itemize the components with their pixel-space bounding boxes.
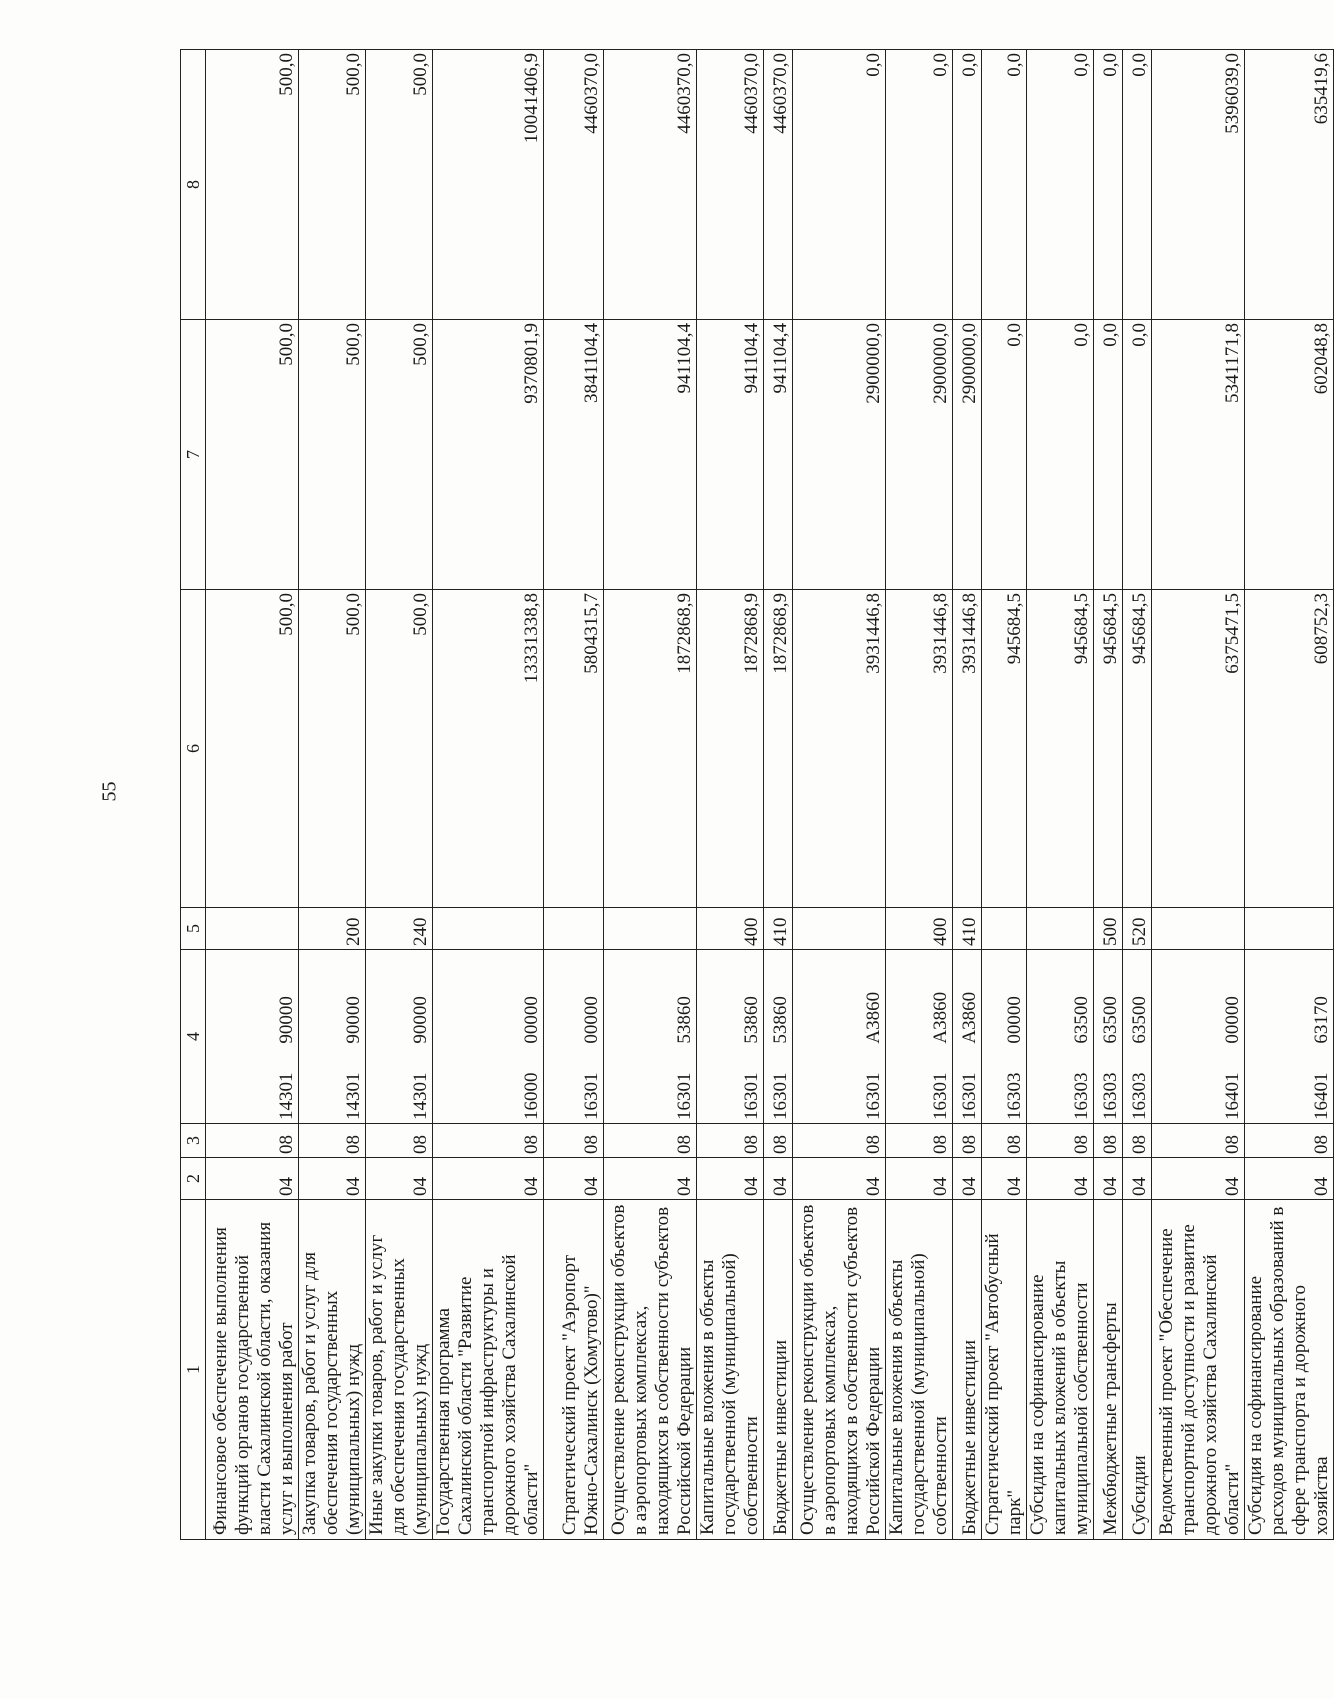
section-code-cell: 04: [764, 1158, 793, 1200]
header-cell-6: 6: [181, 590, 206, 908]
target-article-cell: [433, 950, 544, 1124]
amount-col8-cell: 4460370,0: [544, 50, 604, 320]
amount-col7-cell: 500,0: [299, 320, 366, 590]
target-article-cell: [764, 950, 793, 1124]
target-article-cell: [1027, 950, 1094, 1124]
amount-col6-cell: 1872868,9: [604, 590, 697, 908]
target-article-program: 16301: [674, 1072, 695, 1120]
header-cell-5: 5: [181, 908, 206, 950]
amount-col6-cell: 13331338,8: [433, 590, 544, 908]
amount-col6-cell: 3931446,8: [793, 590, 886, 908]
target-article-direction: 53860: [674, 996, 695, 1044]
amount-col6-cell: 608752,3: [1245, 590, 1334, 908]
target-article-program: 16301: [863, 1072, 884, 1120]
section-code-cell: 04: [1094, 1158, 1123, 1200]
amount-col8-cell: 0,0: [886, 50, 953, 320]
target-article-program: 16303: [1100, 1072, 1121, 1120]
target-article-direction: 90000: [410, 996, 431, 1044]
target-article-program: 16301: [959, 1072, 980, 1120]
table-row: [1245, 50, 1334, 1540]
target-article-cell: [1094, 950, 1123, 1124]
table-row: [886, 50, 953, 1540]
target-article-cell: [697, 950, 764, 1124]
expense-type-cell: [1245, 908, 1334, 950]
target-article-program: 16303: [1129, 1072, 1150, 1120]
amount-col7-cell: 0,0: [1123, 320, 1152, 590]
section-code-cell: 04: [697, 1158, 764, 1200]
target-article-direction: 90000: [276, 996, 297, 1044]
row-name-cell: Закупка товаров, работ и услуг для обеспечения государственных (муниципальных) нужд: [299, 1200, 366, 1540]
section-code-cell: 04: [793, 1158, 886, 1200]
table-row: [206, 50, 299, 1540]
target-article-direction: 63170: [1311, 996, 1332, 1044]
expense-type-cell: 520: [1123, 908, 1152, 950]
header-cell-7: 7: [181, 320, 206, 590]
amount-col8-cell: 0,0: [1123, 50, 1152, 320]
amount-col6-cell: 5804315,7: [544, 590, 604, 908]
expense-type-cell: [793, 908, 886, 950]
header-cell-3: 3: [181, 1124, 206, 1158]
subsection-code-cell: 08: [1027, 1124, 1094, 1158]
header-cell-1: 1: [181, 1200, 206, 1540]
target-article-direction: 00000: [521, 996, 542, 1044]
subsection-code-cell: 08: [982, 1124, 1027, 1158]
target-article-program: 16301: [930, 1072, 951, 1120]
target-article-direction: 00000: [1004, 996, 1025, 1044]
expense-type-cell: [1027, 908, 1094, 950]
row-name-cell: Осуществление реконструкции объектов в аэропортовых комплексах, находящихся в собственности субъектов Российской Федерации: [793, 1200, 886, 1540]
row-name-cell: Стратегический проект "Автобусный парк": [982, 1200, 1027, 1540]
amount-col7-cell: 5341171,8: [1152, 320, 1245, 590]
header-cell-8: 8: [181, 50, 206, 320]
table-row: [697, 50, 764, 1540]
target-article-cell: [544, 950, 604, 1124]
amount-col7-cell: 9370801,9: [433, 320, 544, 590]
target-article-program: 16303: [1071, 1072, 1092, 1120]
section-code-cell: 04: [1123, 1158, 1152, 1200]
section-code-cell: 04: [1152, 1158, 1245, 1200]
row-name-cell: Стратегический проект "Аэропорт Южно-Сахалинск (Хомутово)": [544, 1200, 604, 1540]
table-row: [793, 50, 886, 1540]
target-article-program: 14301: [410, 1072, 431, 1120]
amount-col7-cell: 500,0: [366, 320, 433, 590]
amount-col6-cell: 945684,5: [1123, 590, 1152, 908]
target-article-cell: [1123, 950, 1152, 1124]
amount-col6-cell: 3931446,8: [886, 590, 953, 908]
row-name-cell: Бюджетные инвестиции: [764, 1200, 793, 1540]
amount-col6-cell: 945684,5: [1094, 590, 1123, 908]
table-row: [1094, 50, 1123, 1540]
row-name-cell: Финансовое обеспечение выполнения функций органов государственной власти Сахалинской области, оказания услуг и выполнения работ: [206, 1200, 299, 1540]
target-article-cell: [793, 950, 886, 1124]
target-article-direction: А3860: [863, 991, 884, 1044]
target-article-direction: 00000: [581, 996, 602, 1044]
subsection-code-cell: 08: [206, 1124, 299, 1158]
target-article-cell: [206, 950, 299, 1124]
amount-col7-cell: 602048,8: [1245, 320, 1334, 590]
expense-type-cell: [433, 908, 544, 950]
target-article-direction: 63500: [1129, 996, 1150, 1044]
row-name-cell: Ведомственный проект "Обеспечение транспортной доступности и развитие дорожного хозяйства Сахалинской области": [1152, 1200, 1245, 1540]
amount-col6-cell: 500,0: [206, 590, 299, 908]
target-article-cell: [953, 950, 982, 1124]
target-article-program: 16301: [741, 1072, 762, 1120]
row-name-cell: Субсидия на софинансирование расходов муниципальных образований в сфере транспорта и дорожного хозяйства: [1245, 1200, 1334, 1540]
target-article-cell: [299, 950, 366, 1124]
subsection-code-cell: 08: [544, 1124, 604, 1158]
table-row: [299, 50, 366, 1540]
amount-col8-cell: 0,0: [1094, 50, 1123, 320]
target-article-direction: 63500: [1071, 996, 1092, 1044]
row-name-cell: Государственная программа Сахалинской области "Развитие транспортной инфраструктуры и дорожного хозяйства Сахалинской области": [433, 1200, 544, 1540]
row-name-cell: Капитальные вложения в объекты государственной (муниципальной) собственности: [697, 1200, 764, 1540]
amount-col6-cell: 500,0: [366, 590, 433, 908]
page-number: 55: [98, 781, 121, 802]
table-row: [1027, 50, 1094, 1540]
amount-col7-cell: 2900000,0: [793, 320, 886, 590]
table-row: [544, 50, 604, 1540]
expense-type-cell: 400: [886, 908, 953, 950]
amount-col6-cell: 1872868,9: [764, 590, 793, 908]
amount-col8-cell: 5396039,0: [1152, 50, 1245, 320]
amount-col6-cell: 945684,5: [982, 590, 1027, 908]
section-code-cell: 04: [886, 1158, 953, 1200]
subsection-code-cell: 08: [1152, 1124, 1245, 1158]
amount-col8-cell: 0,0: [793, 50, 886, 320]
section-code-cell: 04: [1027, 1158, 1094, 1200]
amount-col7-cell: 2900000,0: [886, 320, 953, 590]
amount-col7-cell: 0,0: [1027, 320, 1094, 590]
amount-col8-cell: 500,0: [299, 50, 366, 320]
amount-col7-cell: 941104,4: [764, 320, 793, 590]
expense-type-cell: 410: [953, 908, 982, 950]
target-article-cell: [886, 950, 953, 1124]
header-cell-4: 4: [181, 950, 206, 1124]
header-cell-2: 2: [181, 1158, 206, 1200]
amount-col6-cell: 6375471,5: [1152, 590, 1245, 908]
expense-type-cell: [1152, 908, 1245, 950]
subsection-code-cell: 08: [1245, 1124, 1334, 1158]
target-article-cell: [366, 950, 433, 1124]
section-code-cell: 04: [544, 1158, 604, 1200]
subsection-code-cell: 08: [953, 1124, 982, 1158]
amount-col7-cell: 3841104,4: [544, 320, 604, 590]
section-code-cell: 04: [366, 1158, 433, 1200]
amount-col7-cell: 0,0: [982, 320, 1027, 590]
amount-col8-cell: 4460370,0: [604, 50, 697, 320]
table-row: [1152, 50, 1245, 1540]
target-article-program: 14301: [343, 1072, 364, 1120]
subsection-code-cell: 08: [433, 1124, 544, 1158]
section-code-cell: 04: [982, 1158, 1027, 1200]
target-article-program: 16301: [581, 1072, 602, 1120]
amount-col8-cell: 500,0: [206, 50, 299, 320]
target-article-direction: 90000: [343, 996, 364, 1044]
table-row: [953, 50, 982, 1540]
target-article-program: 16301: [770, 1072, 791, 1120]
header-row: [181, 50, 206, 1540]
target-article-direction: 53860: [770, 996, 791, 1044]
subsection-code-cell: 08: [697, 1124, 764, 1158]
section-code-cell: 04: [433, 1158, 544, 1200]
row-name-cell: Субсидии: [1123, 1200, 1152, 1540]
expense-type-cell: 410: [764, 908, 793, 950]
expense-type-cell: [982, 908, 1027, 950]
row-name-cell: Субсидии на софинансирование капитальных вложений в объекты муниципальной собственности: [1027, 1200, 1094, 1540]
amount-col8-cell: 0,0: [953, 50, 982, 320]
target-article-program: 16303: [1004, 1072, 1025, 1120]
table-row: [604, 50, 697, 1540]
amount-col8-cell: 0,0: [982, 50, 1027, 320]
target-article-program: 16401: [1311, 1072, 1332, 1120]
subsection-code-cell: 08: [604, 1124, 697, 1158]
section-code-cell: 04: [604, 1158, 697, 1200]
amount-col8-cell: 635419,6: [1245, 50, 1334, 320]
target-article-program: 16401: [1222, 1072, 1243, 1120]
amount-col8-cell: 10041406,9: [433, 50, 544, 320]
target-article-cell: [1245, 950, 1334, 1124]
subsection-code-cell: 08: [764, 1124, 793, 1158]
budget-table: [180, 49, 1334, 1540]
target-article-direction: 63500: [1100, 996, 1121, 1044]
target-article-direction: 53860: [741, 996, 762, 1044]
table-row: [982, 50, 1027, 1540]
target-article-program: 16000: [521, 1072, 542, 1120]
amount-col6-cell: 500,0: [299, 590, 366, 908]
expense-type-cell: 500: [1094, 908, 1123, 950]
amount-col6-cell: 3931446,8: [953, 590, 982, 908]
target-article-direction: А3860: [930, 991, 951, 1044]
target-article-direction: 00000: [1222, 996, 1243, 1044]
amount-col7-cell: 941104,4: [604, 320, 697, 590]
expense-type-cell: [206, 908, 299, 950]
table-row: [764, 50, 793, 1540]
row-name-cell: Межбюджетные трансферты: [1094, 1200, 1123, 1540]
table-row: [366, 50, 433, 1540]
amount-col8-cell: 0,0: [1027, 50, 1094, 320]
amount-col7-cell: 941104,4: [697, 320, 764, 590]
expense-type-cell: 400: [697, 908, 764, 950]
expense-type-cell: 200: [299, 908, 366, 950]
section-code-cell: 04: [1245, 1158, 1334, 1200]
table-row: [433, 50, 544, 1540]
target-article-cell: [1152, 950, 1245, 1124]
amount-col7-cell: 500,0: [206, 320, 299, 590]
subsection-code-cell: 08: [1094, 1124, 1123, 1158]
subsection-code-cell: 08: [886, 1124, 953, 1158]
row-name-cell: Иные закупки товаров, работ и услуг для обеспечения государственных (муниципальных) нужд: [366, 1200, 433, 1540]
amount-col7-cell: 2900000,0: [953, 320, 982, 590]
expense-type-cell: 240: [366, 908, 433, 950]
amount-col8-cell: 4460370,0: [764, 50, 793, 320]
table-body: [181, 50, 1334, 1540]
expense-type-cell: [604, 908, 697, 950]
amount-col7-cell: 0,0: [1094, 320, 1123, 590]
row-name-cell: Осуществление реконструкции объектов в аэропортовых комплексах, находящихся в собственности субъектов Российской Федерации: [604, 1200, 697, 1540]
section-code-cell: 04: [206, 1158, 299, 1200]
target-article-cell: [982, 950, 1027, 1124]
table-row: [1123, 50, 1152, 1540]
section-code-cell: 04: [953, 1158, 982, 1200]
target-article-cell: [604, 950, 697, 1124]
amount-col6-cell: 945684,5: [1027, 590, 1094, 908]
target-article-direction: А3860: [959, 991, 980, 1044]
row-name-cell: Бюджетные инвестиции: [953, 1200, 982, 1540]
subsection-code-cell: 08: [366, 1124, 433, 1158]
rotated-page-content: [180, 50, 1332, 1540]
subsection-code-cell: 08: [1123, 1124, 1152, 1158]
subsection-code-cell: 08: [793, 1124, 886, 1158]
subsection-code-cell: 08: [299, 1124, 366, 1158]
amount-col8-cell: 4460370,0: [697, 50, 764, 320]
expense-type-cell: [544, 908, 604, 950]
target-article-program: 14301: [276, 1072, 297, 1120]
amount-col8-cell: 500,0: [366, 50, 433, 320]
amount-col6-cell: 1872868,9: [697, 590, 764, 908]
row-name-cell: Капитальные вложения в объекты государственной (муниципальной) собственности: [886, 1200, 953, 1540]
section-code-cell: 04: [299, 1158, 366, 1200]
